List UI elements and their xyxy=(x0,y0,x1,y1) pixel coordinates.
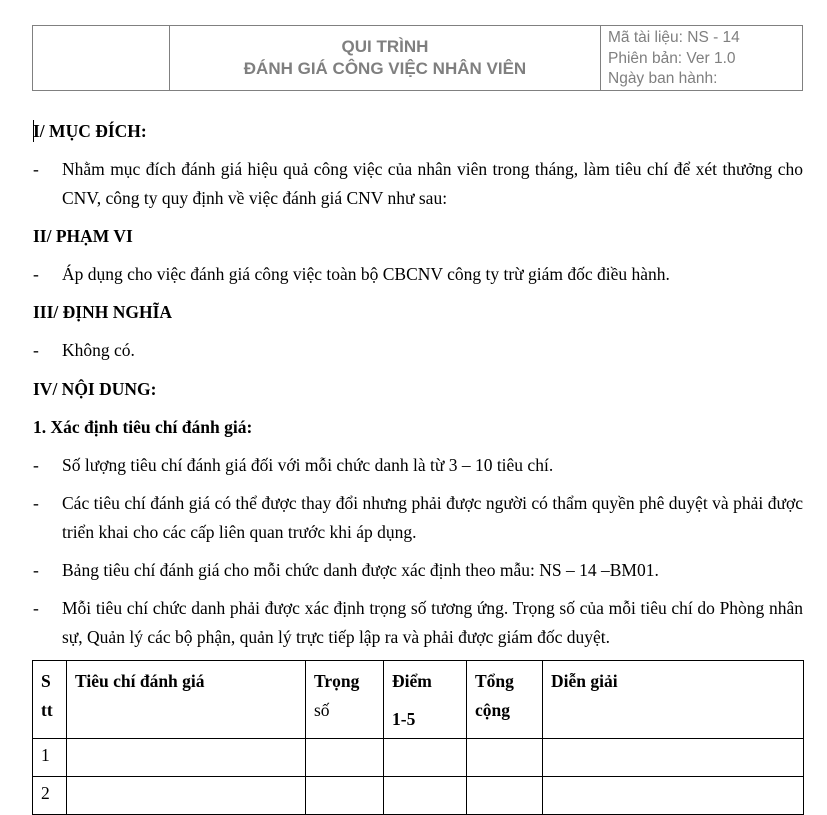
table-cell xyxy=(67,739,306,777)
bullet-dash: - xyxy=(33,264,39,284)
bullet-dash: - xyxy=(33,455,39,475)
section-3-bullet xyxy=(33,336,803,365)
issue-date: Ngày ban hành: xyxy=(608,70,718,87)
bullet-text: Áp dụng cho việc đánh giá công việc toàn bộ CBCNV công ty trừ giám đốc điều hành. xyxy=(62,264,670,284)
subsection-1-title: 1. Xác định tiêu chí đánh giá: xyxy=(33,417,253,437)
criteria-table xyxy=(32,660,804,815)
col-total xyxy=(467,661,543,739)
bullet-text: Nhằm mục đích đánh giá hiệu quả công việc của nhân viên trong tháng, làm tiêu chí để xét thưởng cho CNV, công ty quy định về việc đánh giá CNV như sau: xyxy=(62,159,803,208)
col-score xyxy=(384,661,467,739)
bullet-text: Không có. xyxy=(62,340,135,360)
table-cell xyxy=(543,777,804,815)
title-line-1: QUI TRÌNH xyxy=(341,37,429,56)
row-index: 2 xyxy=(33,777,67,815)
table-cell xyxy=(67,777,306,815)
table-cell xyxy=(467,777,543,815)
doc-version: Phiên bản: Ver 1.0 xyxy=(608,49,736,67)
col-explain-label: Diễn giải xyxy=(551,671,618,691)
col-score-line-2: 1-5 xyxy=(392,709,416,729)
bullet-dash: - xyxy=(33,560,39,580)
bullet-dash: - xyxy=(33,493,39,513)
document-meta xyxy=(601,26,802,90)
document-title xyxy=(170,26,601,90)
bullet-dash: - xyxy=(33,159,39,179)
row-index: 1 xyxy=(33,739,67,777)
table-cell xyxy=(306,739,384,777)
section-3-title: III/ ĐỊNH NGHĨA xyxy=(33,302,173,322)
bullet-dash: - xyxy=(33,598,39,618)
bullet-text: Mỗi tiêu chí chức danh phải được xác định trọng số tương ứng. Trọng số của mỗi tiêu chí do Phòng nhân sự, Quản lý các bộ phận, quản lý trực tiếp lập ra và phải được giám đốc duyệt. xyxy=(62,598,803,647)
table-cell xyxy=(384,739,467,777)
list-item xyxy=(33,556,803,585)
table-cell xyxy=(384,777,467,815)
table-row xyxy=(33,739,804,777)
list-item xyxy=(33,451,803,480)
section-1-title: I/ MỤC ĐÍCH: xyxy=(33,121,147,141)
list-item xyxy=(33,594,803,652)
table-row xyxy=(33,777,804,815)
col-criteria-label: Tiêu chí đánh giá xyxy=(75,671,205,691)
table-header-row xyxy=(33,661,804,739)
col-weight-line-1: Trọng xyxy=(314,671,360,691)
bullet-text: Các tiêu chí đánh giá có thể được thay đổi nhưng phải được người có thẩm quyền phê duyệt và phải được triển khai cho các cấp liên quan trước khi áp dụng. xyxy=(62,493,803,542)
bullet-text: Bảng tiêu chí đánh giá cho mỗi chức danh được xác định theo mẫu: NS – 14 –BM01. xyxy=(62,560,659,580)
document-header xyxy=(32,25,803,91)
section-4-title: IV/ NỘI DUNG: xyxy=(33,379,157,399)
col-stt-line-2: tt xyxy=(41,700,53,720)
table-cell xyxy=(543,739,804,777)
bullet-dash: - xyxy=(33,340,39,360)
col-criteria xyxy=(67,661,306,739)
section-2-bullet xyxy=(33,260,803,289)
col-score-line-1: Điểm xyxy=(392,671,432,691)
col-stt xyxy=(33,661,67,739)
table-cell xyxy=(467,739,543,777)
col-total-line-2: cộng xyxy=(475,700,510,720)
col-weight xyxy=(306,661,384,739)
list-item xyxy=(33,489,803,547)
col-weight-line-2: số xyxy=(314,700,330,720)
col-explain xyxy=(543,661,804,739)
section-2-title: II/ PHẠM VI xyxy=(33,226,133,246)
table-cell xyxy=(306,777,384,815)
bullet-text: Số lượng tiêu chí đánh giá đối với mỗi chức danh là từ 3 – 10 tiêu chí. xyxy=(62,455,554,475)
logo-cell xyxy=(33,26,170,90)
section-1-bullet xyxy=(33,155,803,213)
title-line-2: ĐÁNH GIÁ CÔNG VIỆC NHÂN VIÊN xyxy=(243,59,527,78)
col-total-line-1: Tổng xyxy=(475,671,514,691)
doc-code: Mã tài liệu: NS - 14 xyxy=(608,29,740,46)
col-stt-line-1: S xyxy=(41,671,51,691)
